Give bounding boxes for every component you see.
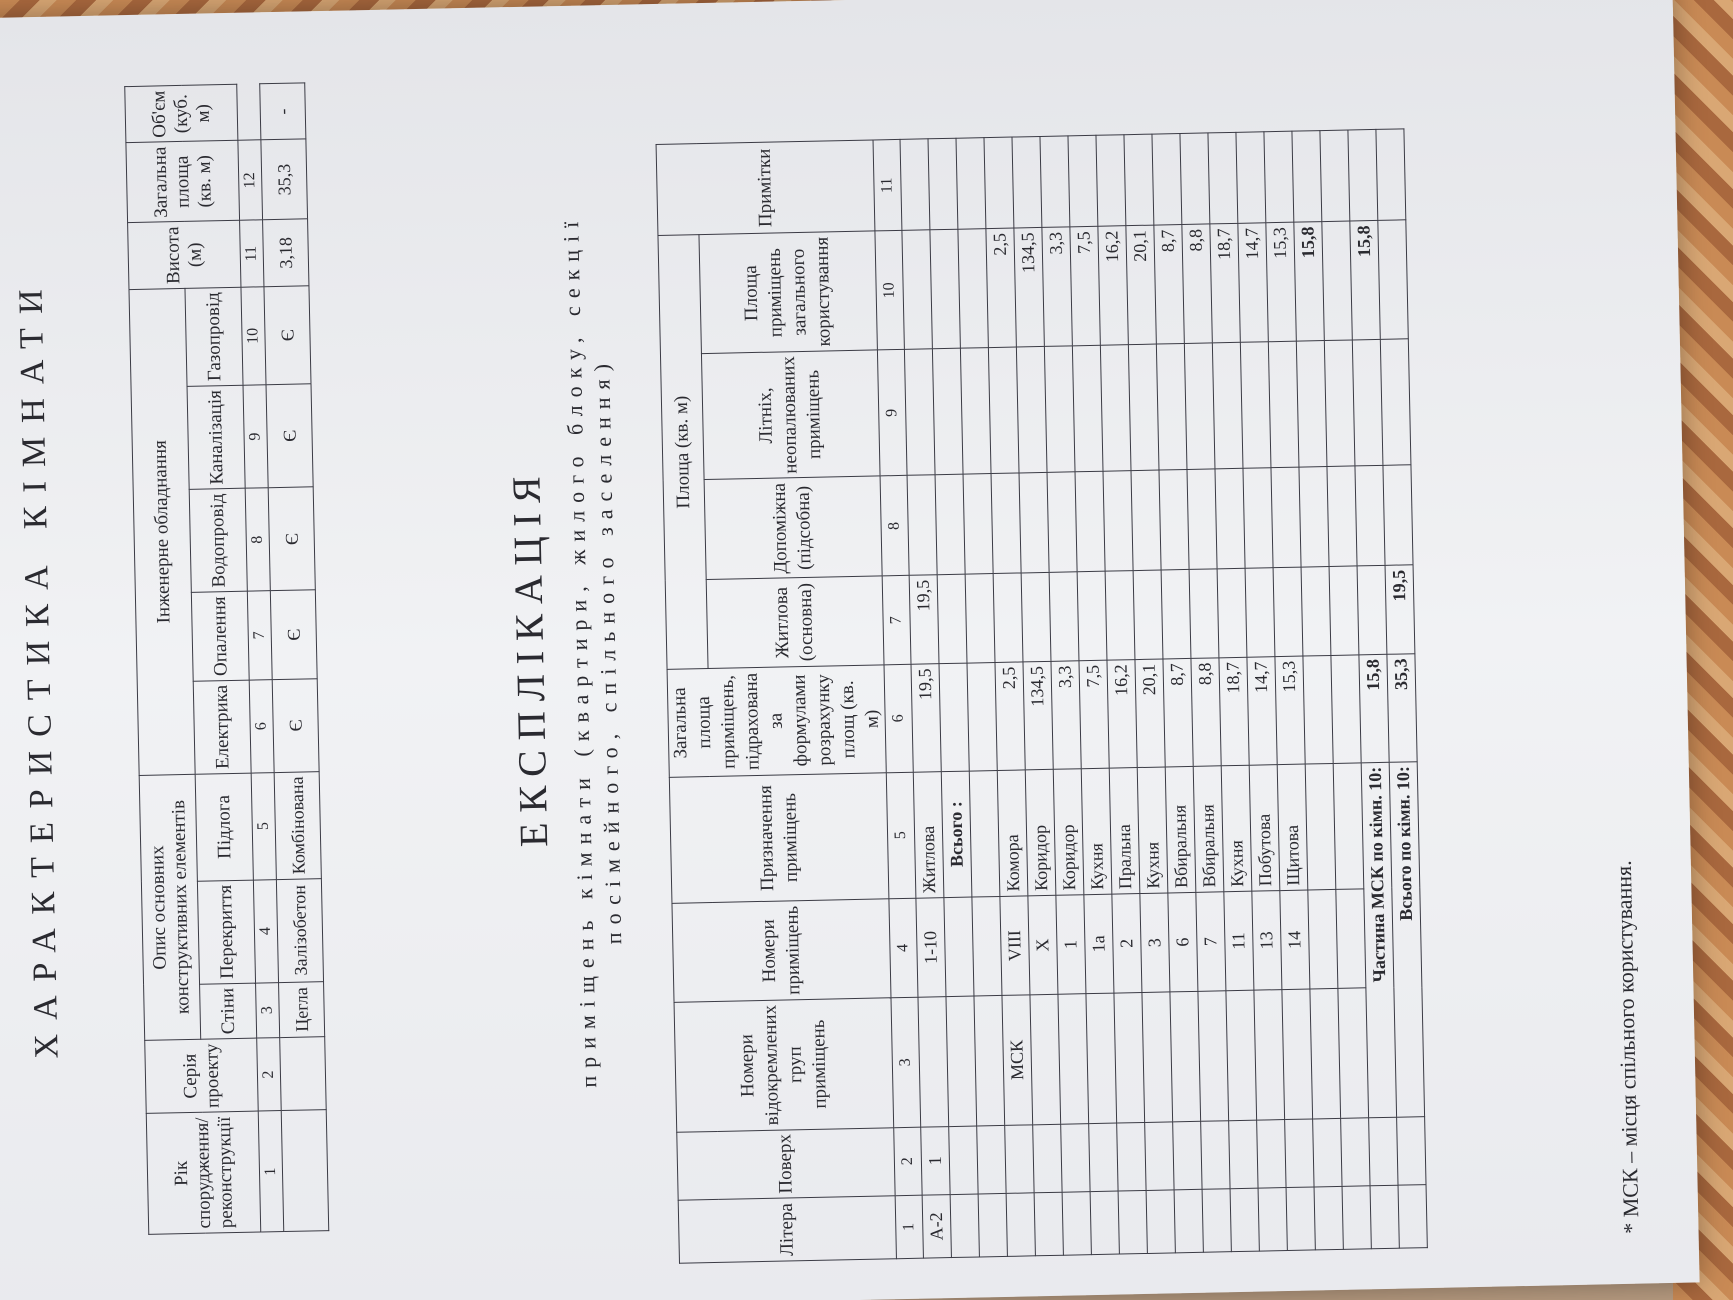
col-num: 6 — [249, 679, 274, 773]
col-num: 5 — [251, 772, 276, 879]
purpose-cell: Кухня — [1221, 765, 1252, 892]
purpose-cell: Вбиральня — [1193, 765, 1224, 892]
aux-header: Допоміжна (підсобна) — [704, 476, 883, 579]
electric-header: Електрика — [193, 680, 251, 774]
col-num: 9 — [243, 385, 268, 489]
purpose-cell: Вбиральня — [1165, 766, 1196, 893]
total-cell: 19,5 — [911, 664, 941, 772]
explication-subtitle: приміщень кімнати (квартири, жилого блоку, секції посімейного, спільного заселення) — [558, 213, 627, 1088]
explication-table — [656, 128, 1428, 1263]
characteristics-title: ХАРАКТЕРИСТИКА КІМНАТИ — [12, 275, 66, 1060]
floor-value: Комбінована — [274, 772, 321, 880]
col-num: 3 — [256, 982, 280, 1038]
walls-value: Цегла — [279, 981, 325, 1037]
room-cell: 13 — [1252, 890, 1282, 990]
litera-cell: А-2 — [922, 1195, 951, 1259]
room-cell: 7 — [1196, 892, 1226, 992]
col-num: 11 — [873, 139, 902, 231]
col-num: 1 — [258, 1111, 284, 1232]
electric-value: Є — [272, 678, 319, 772]
purpose-cell: Коридор — [1025, 769, 1056, 896]
sewer-value: Є — [266, 384, 313, 488]
grand-total: 35,3 — [1387, 654, 1417, 762]
col-num: 10 — [241, 287, 266, 385]
room-cell: 6 — [1168, 892, 1198, 992]
common-cell: 8,7 — [1154, 225, 1184, 344]
purpose-cell: Пральна — [1109, 767, 1140, 894]
total-cell: 134,5 — [1023, 661, 1053, 769]
walls-header: Стіни — [200, 983, 257, 1040]
purpose-cell: Коридор — [1053, 768, 1084, 895]
room-cell: 11 — [1224, 891, 1254, 991]
explication-title: ЕКСПЛІКАЦІЯ — [503, 466, 557, 848]
footnote: * МСК – місця спільного користування. — [1610, 860, 1644, 1235]
year-value — [281, 1110, 329, 1231]
water-value: Є — [268, 487, 315, 591]
floor-cell: 1 — [921, 1126, 950, 1195]
heating-header: Опалення — [191, 591, 249, 681]
total-cell: 7,5 — [1079, 660, 1109, 768]
height-header: Висота (м) — [128, 221, 241, 290]
volume-value: - — [260, 83, 306, 140]
series-header: Серія проекту — [145, 1038, 259, 1114]
structural-header: Опис основних конструктивних елементів — [139, 774, 201, 1040]
total-area-value: 35,3 — [261, 139, 308, 220]
total-cell: 20,1 — [1135, 659, 1165, 767]
common-cell: 7,5 — [1070, 227, 1100, 346]
common-cell: 2,5 — [986, 228, 1016, 347]
heating-value: Є — [270, 590, 317, 679]
group-cell — [918, 997, 949, 1127]
living-header: Житлова (основна) — [706, 576, 884, 668]
col-num: 11 — [240, 220, 264, 287]
total-cell: 14,7 — [1247, 657, 1277, 765]
series-value — [280, 1037, 327, 1111]
common-cell: 20,1 — [1126, 225, 1156, 344]
common-cell: 134,5 — [1014, 228, 1044, 347]
total-cell: 2,5 — [995, 662, 1025, 770]
gas-header: Газопровід — [185, 287, 243, 386]
room-cell: X — [1028, 895, 1058, 995]
room-cell: 3 — [1140, 893, 1170, 993]
col-num: 3 — [891, 997, 921, 1127]
part-total: 15,8 — [1359, 654, 1389, 762]
common-cell: 3,3 — [1042, 227, 1072, 346]
col-num: 7 — [247, 591, 272, 680]
living-cell: 19,5 — [909, 575, 939, 664]
volume-header: Об'єм (куб. м) — [125, 85, 238, 143]
characteristics-table — [124, 83, 329, 1235]
total-cell: 8,8 — [1191, 658, 1221, 766]
floor-header: Підлога — [195, 773, 253, 881]
room-cell: 1а — [1084, 894, 1114, 994]
rooms-cell: 1-10 — [916, 897, 946, 997]
common-cell: 18,7 — [1210, 224, 1240, 343]
total-area-header: Загальна площа (кв. м) — [126, 141, 240, 223]
part-label: Частина МСК по кімн. 10: — [1361, 762, 1396, 1117]
col-num: 6 — [884, 664, 913, 772]
col-num: 7 — [882, 576, 911, 665]
rooms-header: Номери приміщень — [672, 899, 891, 1003]
purpose-cell: Щитова — [1277, 764, 1308, 891]
water-header: Водопровід — [189, 489, 247, 593]
col-num: 2 — [894, 1127, 922, 1196]
total-header: Загальна площа приміщень, підрахована за формулами розрахунку площ (кв. м) — [667, 665, 886, 777]
purpose-cell: Кухня — [1137, 767, 1168, 894]
common-header: Площа приміщень загального користування — [699, 231, 878, 353]
col-num: 2 — [257, 1038, 282, 1112]
col-num: 5 — [886, 772, 916, 899]
part-common: 15,8 — [1350, 221, 1380, 340]
total-cell: 8,7 — [1163, 658, 1193, 766]
purpose-header: Призначення приміщень — [669, 772, 889, 903]
total-cell: 16,2 — [1107, 660, 1137, 768]
common-cell: 8,8 — [1182, 224, 1212, 343]
room-cell: 2 — [1112, 893, 1142, 993]
common-cell: 16,2 — [1098, 226, 1128, 345]
floors-cover-header: Перекриття — [197, 880, 255, 984]
gas-value: Є — [264, 286, 311, 385]
total-cell: 3,3 — [1051, 661, 1081, 769]
litera-header: Літера — [678, 1196, 896, 1263]
col-num: 1 — [895, 1195, 923, 1258]
purpose-cell: Комора — [997, 770, 1028, 897]
room-cell: 14 — [1280, 890, 1310, 990]
subtotal-label: Всього : — [941, 771, 972, 898]
area-header: Площа (кв. м) — [658, 235, 708, 669]
floors-cover-value: Залізобетон — [276, 878, 323, 982]
year-header: Рік спорудження/реконструкції — [146, 1111, 260, 1234]
col-num: 4 — [889, 898, 918, 998]
floor-header: Поверх — [677, 1127, 895, 1200]
total-cell: 15,3 — [1275, 656, 1305, 764]
purpose-cell: Побутова — [1249, 764, 1280, 891]
col-num: 12 — [238, 140, 263, 221]
purpose-cell: Житлова — [913, 771, 944, 898]
col-num: 9 — [877, 349, 907, 476]
room-cell: VIII — [1000, 896, 1030, 996]
summer-header: Літніх, неопалюваних приміщень — [701, 350, 880, 480]
notes-header: Примітки — [656, 140, 875, 236]
room-cell: 1 — [1056, 895, 1086, 995]
col-num: 4 — [253, 879, 278, 983]
purpose-cell: Кухня — [1081, 768, 1112, 895]
msk-subtotal-value: 15,8 — [1294, 222, 1324, 341]
height-value: 3,18 — [263, 219, 309, 286]
total-cell: 18,7 — [1219, 657, 1249, 765]
col-num: 10 — [875, 231, 904, 350]
common-cell: 14,7 — [1238, 223, 1268, 342]
grand-label: Всього по кімн. 10: — [1389, 761, 1424, 1116]
groups-header: Номери відокремлених груп приміщень — [674, 998, 894, 1132]
msk-label: МСК — [1002, 995, 1033, 1125]
engineering-header: Інженерне обладнання — [129, 288, 195, 775]
col-num: 8 — [880, 476, 909, 576]
grand-living: 19,5 — [1385, 565, 1415, 654]
col-num: 8 — [245, 488, 270, 591]
common-cell: 15,3 — [1266, 222, 1296, 341]
sewer-header: Каналізація — [187, 385, 245, 490]
